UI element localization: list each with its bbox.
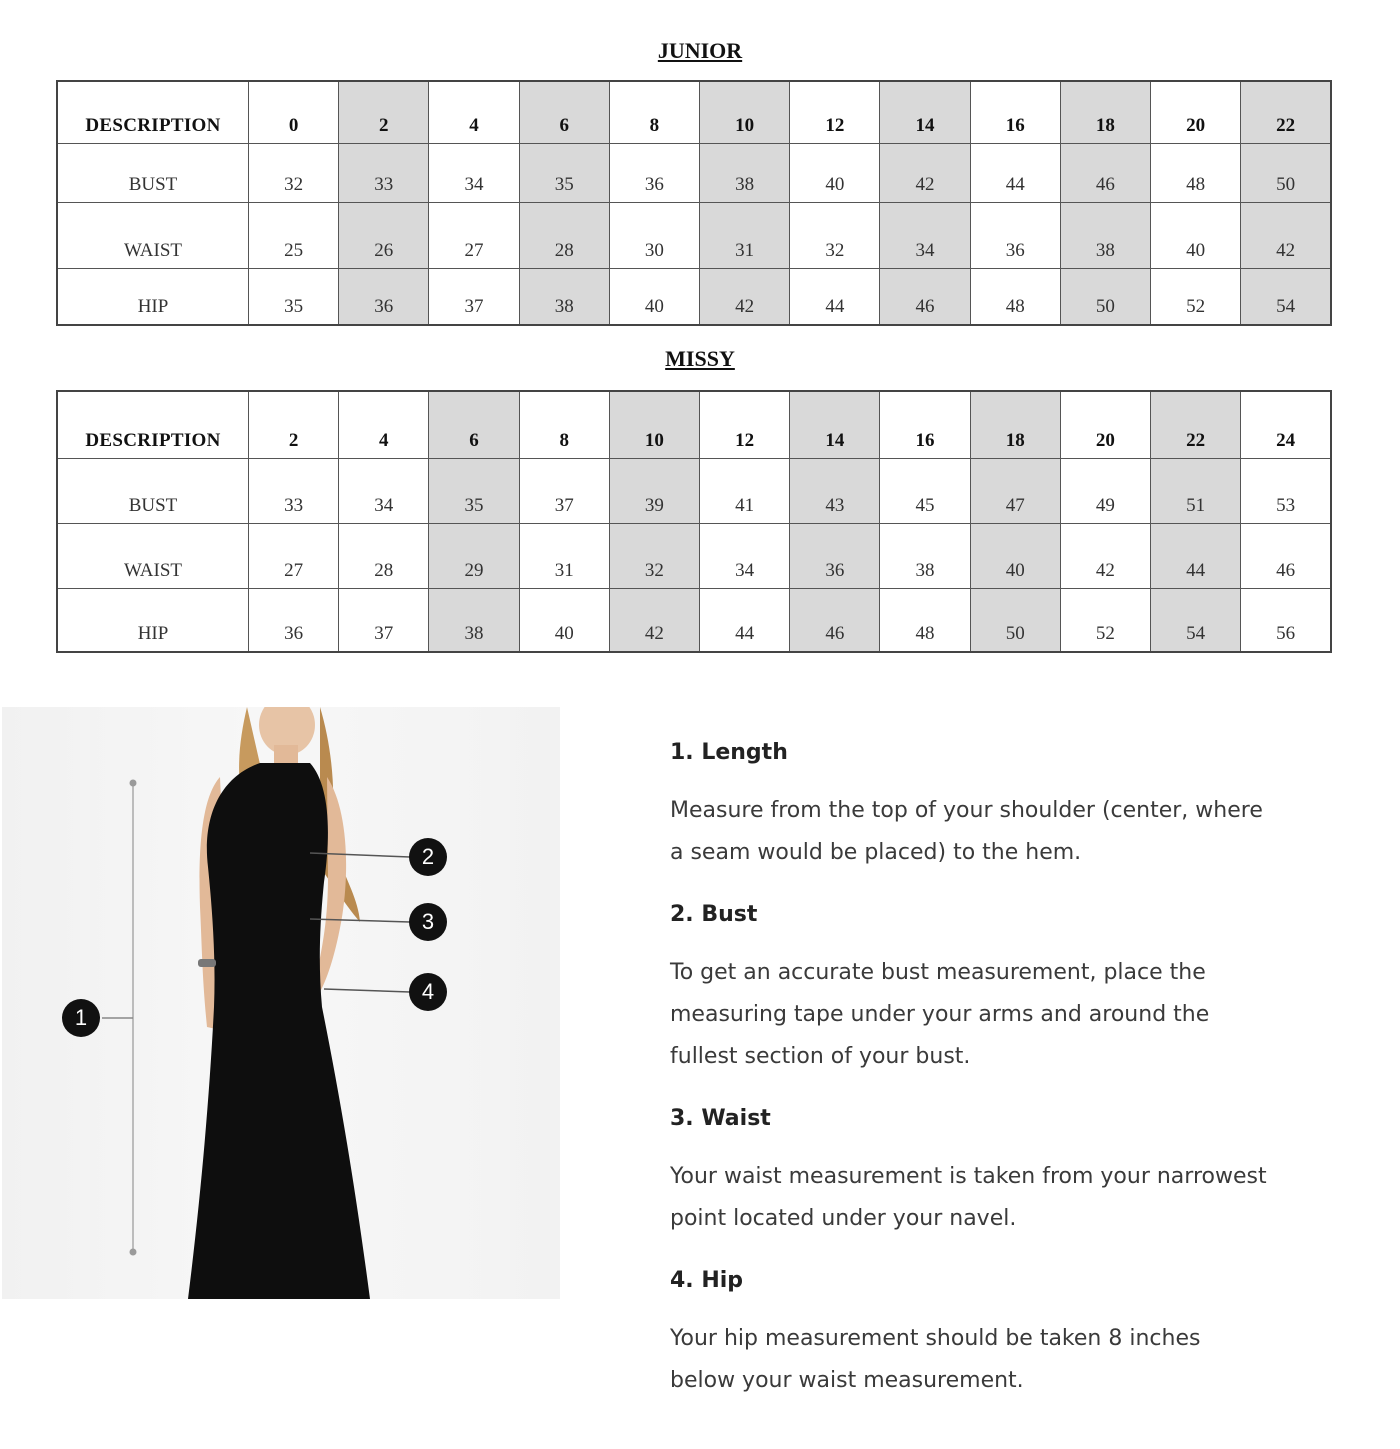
table-cell: 31 <box>700 202 790 268</box>
junior-title: JUNIOR <box>657 38 743 63</box>
table-header-row <box>57 391 1331 458</box>
header-cell: 18 <box>970 391 1060 458</box>
header-cell: 14 <box>790 391 880 458</box>
table-cell: 32 <box>609 523 699 588</box>
table-cell: 32 <box>249 143 339 202</box>
table-cell: 41 <box>700 458 790 523</box>
table-cell: 43 <box>790 458 880 523</box>
table-cell: 46 <box>880 268 970 325</box>
table-cell: 35 <box>249 268 339 325</box>
table-cell: 42 <box>609 588 699 652</box>
table-cell: 30 <box>609 202 699 268</box>
header-cell: 16 <box>970 81 1060 143</box>
measurement-photo <box>2 707 560 1299</box>
table-cell: 51 <box>1151 458 1241 523</box>
header-cell: DESCRIPTION <box>57 81 249 143</box>
table-cell: 37 <box>429 268 519 325</box>
table-cell: 50 <box>970 588 1060 652</box>
table-cell: 50 <box>1060 268 1150 325</box>
junior-size-table <box>56 80 1332 326</box>
waist-marker-line <box>310 919 410 922</box>
table-row <box>57 458 1331 523</box>
table-cell: 40 <box>790 143 880 202</box>
table-cell: 31 <box>519 523 609 588</box>
table-cell: 44 <box>790 268 880 325</box>
guide-item-text: To get an accurate bust measurement, place the measuring tape under your arms and around the fullest section of your bust. <box>670 960 1210 1069</box>
header-cell: 20 <box>1060 391 1150 458</box>
table-cell: 36 <box>970 202 1060 268</box>
header-cell: 22 <box>1151 391 1241 458</box>
row-label: BUST <box>57 458 249 523</box>
table-cell: 40 <box>970 523 1060 588</box>
guide-item-text: Your hip measurement should be taken 8 inches below your waist measurement. <box>670 1326 1201 1393</box>
row-label: WAIST <box>57 202 249 268</box>
table-cell: 42 <box>1241 202 1331 268</box>
guide-item-text: Measure from the top of your shoulder (center, where a seam would be placed) to the hem. <box>670 798 1263 865</box>
header-cell: 22 <box>1241 81 1331 143</box>
table-cell: 37 <box>339 588 429 652</box>
table-cell: 28 <box>519 202 609 268</box>
guide-item-title: 3. Waist <box>670 1106 771 1131</box>
table-cell: 38 <box>519 268 609 325</box>
table-cell: 44 <box>700 588 790 652</box>
table-cell: 47 <box>970 458 1060 523</box>
table-cell: 37 <box>519 458 609 523</box>
table-cell: 40 <box>519 588 609 652</box>
table-row <box>57 202 1331 268</box>
table-cell: 54 <box>1241 268 1331 325</box>
table-cell: 29 <box>429 523 519 588</box>
header-cell: 4 <box>339 391 429 458</box>
table-cell: 34 <box>339 458 429 523</box>
table-cell: 38 <box>1060 202 1150 268</box>
header-cell: 4 <box>429 81 519 143</box>
table-row <box>57 523 1331 588</box>
table-cell: 56 <box>1241 588 1331 652</box>
table-row <box>57 268 1331 325</box>
header-cell: 10 <box>700 81 790 143</box>
table-cell: 36 <box>609 143 699 202</box>
table-cell: 49 <box>1060 458 1150 523</box>
missy-title: MISSY <box>665 346 735 371</box>
guide-item-title: 2. Bust <box>670 902 758 927</box>
table-row <box>57 143 1331 202</box>
header-cell: 6 <box>519 81 609 143</box>
table-cell: 35 <box>429 458 519 523</box>
table-cell: 48 <box>880 588 970 652</box>
header-cell: 14 <box>880 81 970 143</box>
header-cell: DESCRIPTION <box>57 391 249 458</box>
header-cell: 0 <box>249 81 339 143</box>
table-cell: 38 <box>429 588 519 652</box>
marker-badge-bust: 2 <box>409 838 447 876</box>
bracelet <box>198 959 216 967</box>
row-label: WAIST <box>57 523 249 588</box>
table-cell: 46 <box>1060 143 1150 202</box>
table-cell: 40 <box>1151 202 1241 268</box>
header-cell: 18 <box>1060 81 1150 143</box>
header-cell: 24 <box>1241 391 1331 458</box>
table-cell: 42 <box>1060 523 1150 588</box>
length-top-dot <box>130 780 137 787</box>
table-cell: 25 <box>249 202 339 268</box>
table-cell: 52 <box>1151 268 1241 325</box>
table-cell: 45 <box>880 458 970 523</box>
table-header-row <box>57 81 1331 143</box>
table-cell: 32 <box>790 202 880 268</box>
marker-badge-waist: 3 <box>409 903 447 941</box>
table-cell: 48 <box>970 268 1060 325</box>
header-cell: 20 <box>1151 81 1241 143</box>
table-cell: 42 <box>880 143 970 202</box>
marker-badge-length: 1 <box>62 999 100 1037</box>
row-label: BUST <box>57 143 249 202</box>
header-cell: 8 <box>609 81 699 143</box>
header-cell: 16 <box>880 391 970 458</box>
table-cell: 40 <box>609 268 699 325</box>
table-cell: 27 <box>249 523 339 588</box>
table-cell: 46 <box>1241 523 1331 588</box>
header-cell: 6 <box>429 391 519 458</box>
table-cell: 54 <box>1151 588 1241 652</box>
table-cell: 28 <box>339 523 429 588</box>
guide-item-title: 1. Length <box>670 740 788 765</box>
row-label: HIP <box>57 268 249 325</box>
table-cell: 34 <box>880 202 970 268</box>
guide-item-text: Your waist measurement is taken from your narrowest point located under your navel. <box>670 1164 1267 1231</box>
table-cell: 34 <box>429 143 519 202</box>
table-cell: 36 <box>339 268 429 325</box>
table-cell: 34 <box>700 523 790 588</box>
marker-badge-hip: 4 <box>409 973 447 1011</box>
table-cell: 35 <box>519 143 609 202</box>
header-cell: 2 <box>249 391 339 458</box>
table-cell: 33 <box>249 458 339 523</box>
table-cell: 26 <box>339 202 429 268</box>
table-cell: 38 <box>880 523 970 588</box>
table-cell: 36 <box>249 588 339 652</box>
measuring-guide <box>670 728 1270 1418</box>
table-cell: 50 <box>1241 143 1331 202</box>
hip-marker-line <box>324 989 410 992</box>
length-bottom-dot <box>130 1249 137 1256</box>
header-cell: 12 <box>700 391 790 458</box>
guide-item-title: 4. Hip <box>670 1268 744 1293</box>
table-cell: 52 <box>1060 588 1150 652</box>
table-cell: 27 <box>429 202 519 268</box>
table-cell: 42 <box>700 268 790 325</box>
table-cell: 38 <box>700 143 790 202</box>
missy-size-table <box>56 390 1332 653</box>
table-cell: 48 <box>1151 143 1241 202</box>
table-cell: 46 <box>790 588 880 652</box>
table-row <box>57 588 1331 652</box>
table-cell: 44 <box>1151 523 1241 588</box>
table-cell: 39 <box>609 458 699 523</box>
table-cell: 53 <box>1241 458 1331 523</box>
table-cell: 36 <box>790 523 880 588</box>
table-cell: 33 <box>339 143 429 202</box>
table-cell: 44 <box>970 143 1060 202</box>
header-cell: 2 <box>339 81 429 143</box>
header-cell: 10 <box>609 391 699 458</box>
header-cell: 8 <box>519 391 609 458</box>
row-label: HIP <box>57 588 249 652</box>
header-cell: 12 <box>790 81 880 143</box>
